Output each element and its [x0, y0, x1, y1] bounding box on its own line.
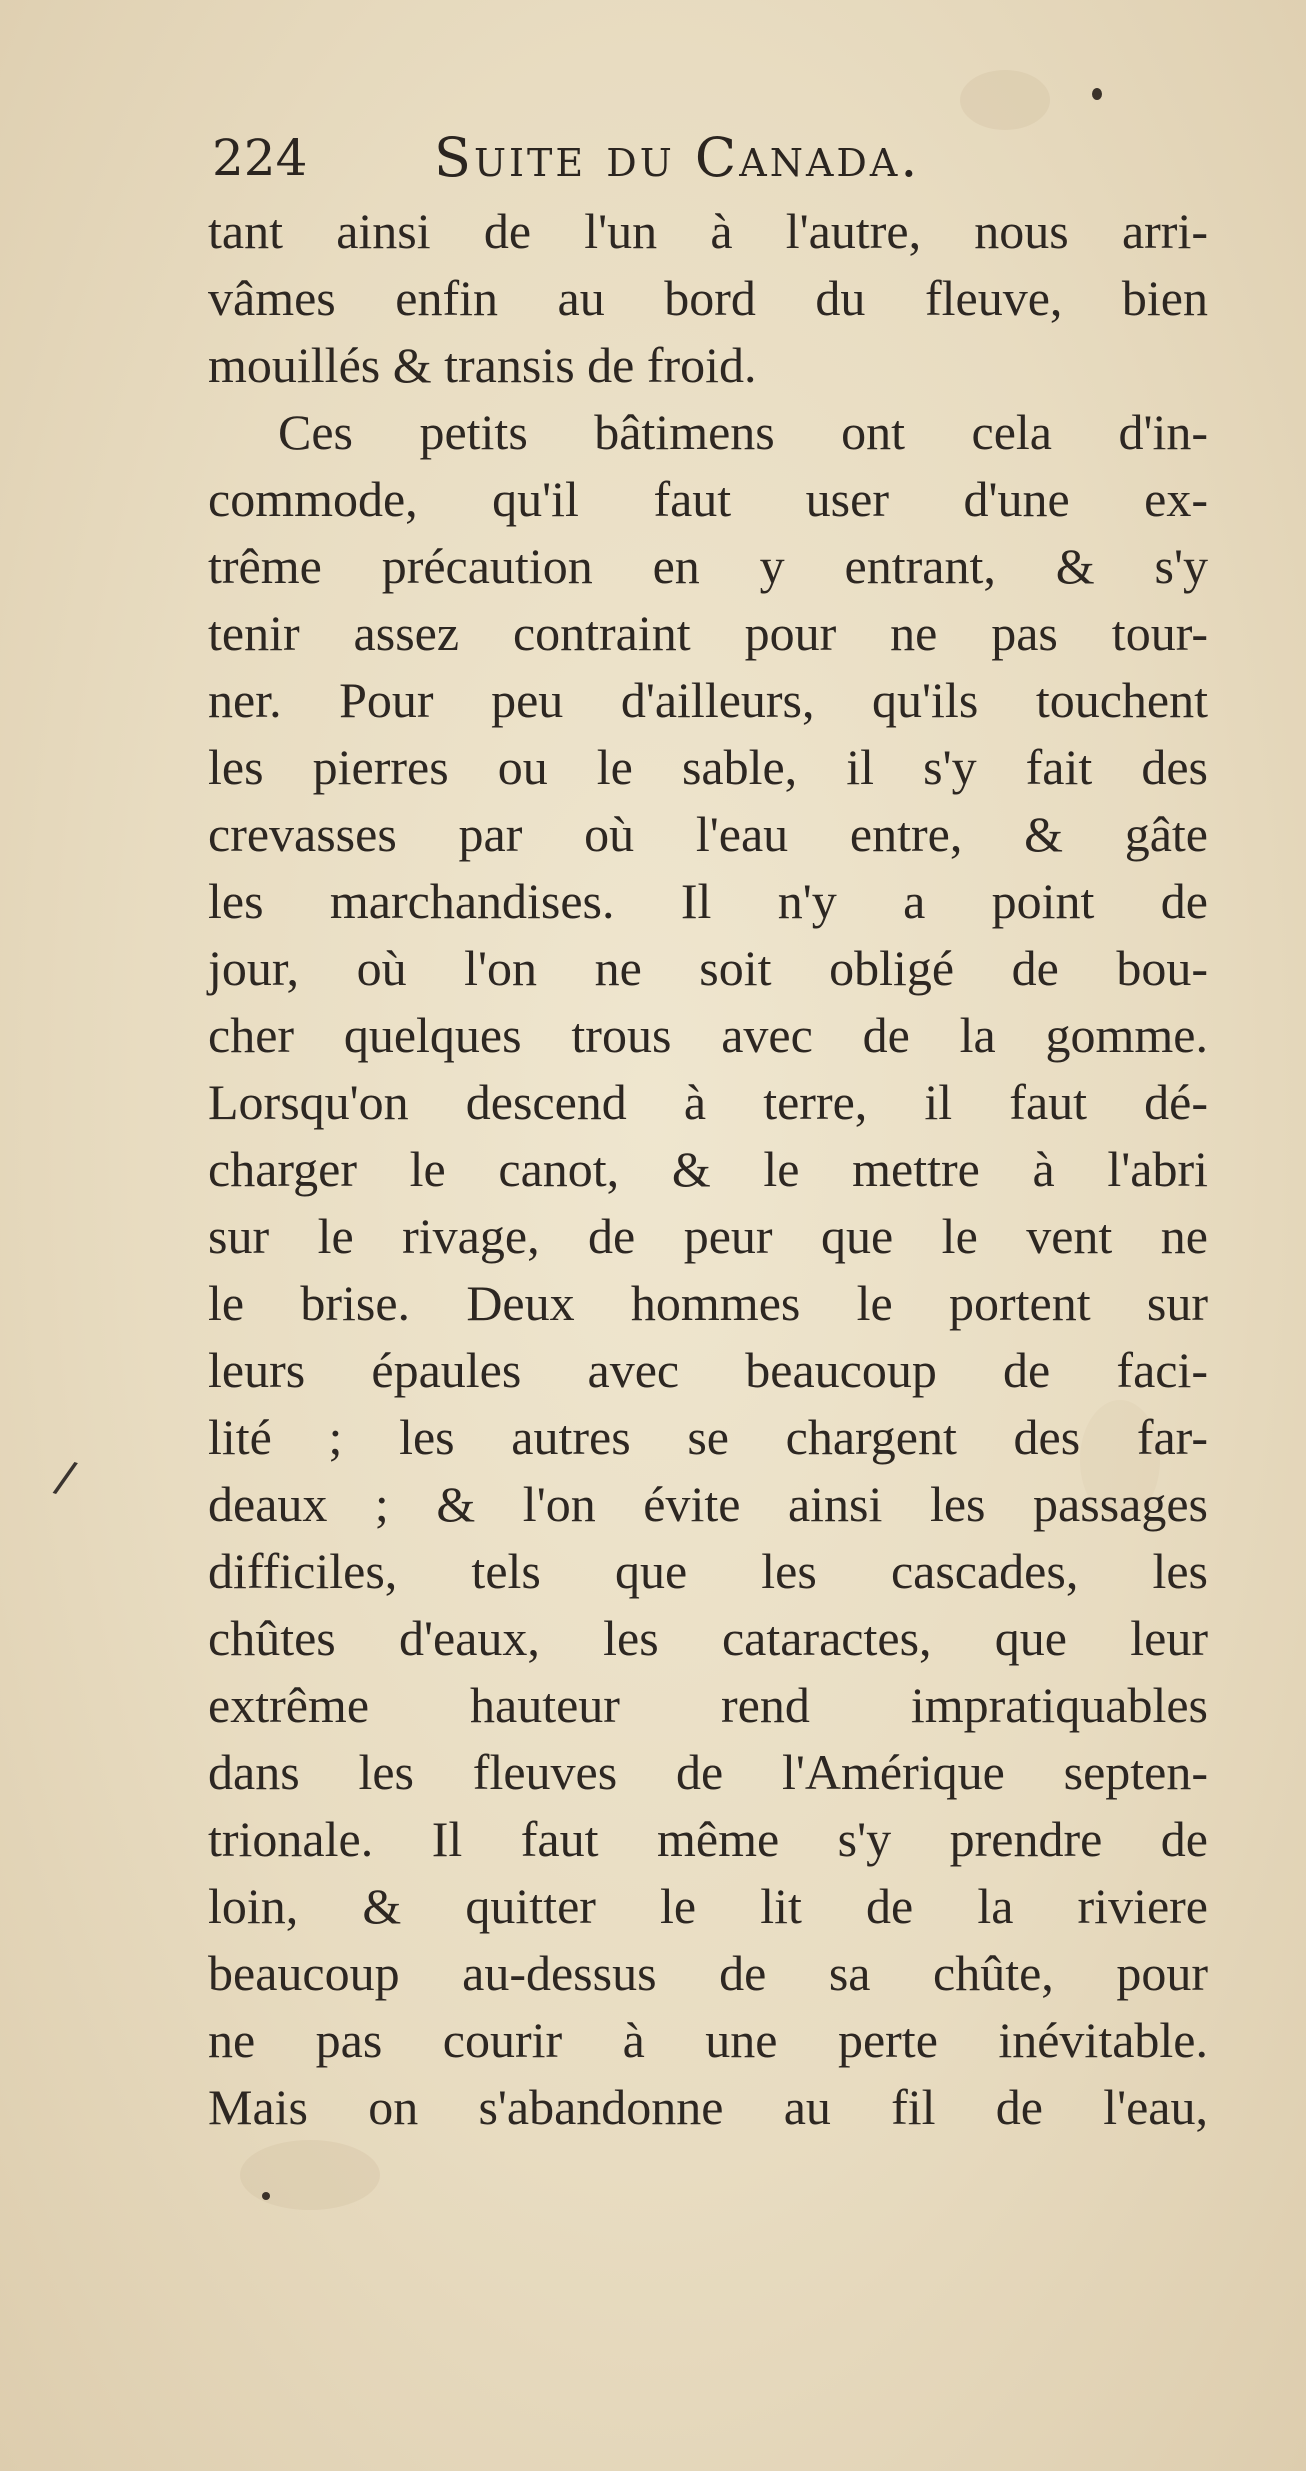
- text-line: Ces petits bâtimens ont cela d'in-: [278, 404, 1208, 460]
- text-line: Mais on s'abandonne au fil de l'eau,: [208, 2079, 1208, 2135]
- text-line: difficiles, tels que les cascades, les: [208, 1543, 1208, 1599]
- text-line: le brise. Deux hommes le portent sur: [208, 1275, 1208, 1331]
- text-line: leurs épaules avec beaucoup de faci-: [208, 1342, 1208, 1398]
- body-text: [208, 198, 1208, 2141]
- text-line: les pierres ou le sable, il s'y fait des: [208, 739, 1208, 795]
- text-line: commode, qu'il faut user d'une ex-: [208, 471, 1208, 527]
- text-line: trionale. Il faut même s'y prendre de: [208, 1811, 1208, 1867]
- text-line: dans les fleuves de l'Amérique septen-: [208, 1744, 1208, 1800]
- text-line: ne pas courir à une perte inévitable.: [208, 2012, 1208, 2068]
- text-line: crevasses par où l'eau entre, & gâte: [208, 806, 1208, 862]
- margin-pencil-mark: /: [50, 1450, 81, 1505]
- text-line: ner. Pour peu d'ailleurs, qu'ils touchent: [208, 672, 1208, 728]
- text-line: deaux ; & l'on évite ainsi les passages: [208, 1476, 1208, 1532]
- text-line: vâmes enfin au bord du fleuve, bien: [208, 270, 1208, 326]
- paper-stain: [240, 2140, 380, 2210]
- text-line: jour, où l'on ne soit obligé de bou-: [208, 940, 1208, 996]
- text-line: tant ainsi de l'un à l'autre, nous arri-: [208, 203, 1208, 259]
- text-line: sur le rivage, de peur que le vent ne: [208, 1208, 1208, 1264]
- ink-speck: [262, 2192, 270, 2200]
- text-line: mouillés & transis de froid.: [208, 337, 757, 393]
- text-line: tenir assez contraint pour ne pas tour-: [208, 605, 1208, 661]
- text-line: lité ; les autres se chargent des far-: [208, 1409, 1208, 1465]
- page-header: [212, 118, 1212, 198]
- text-line: les marchandises. Il n'y a point de: [208, 873, 1208, 929]
- text-line: Lorsqu'on descend à terre, il faut dé-: [208, 1074, 1208, 1130]
- text-line: charger le canot, & le mettre à l'abri: [208, 1141, 1208, 1197]
- text-line: loin, & quitter le lit de la riviere: [208, 1878, 1208, 1934]
- page-number: 224: [212, 129, 308, 187]
- text-line: trême précaution en y entrant, & s'y: [208, 538, 1208, 594]
- ink-speck: [1092, 88, 1102, 100]
- text-line: beaucoup au-dessus de sa chûte, pour: [208, 1945, 1208, 2001]
- running-head: Suite du Canada.: [434, 126, 921, 189]
- text-line: cher quelques trous avec de la gomme.: [208, 1007, 1208, 1063]
- text-line: extrême hauteur rend impratiquables: [208, 1677, 1208, 1733]
- text-line: chûtes d'eaux, les cataractes, que leur: [208, 1610, 1208, 1666]
